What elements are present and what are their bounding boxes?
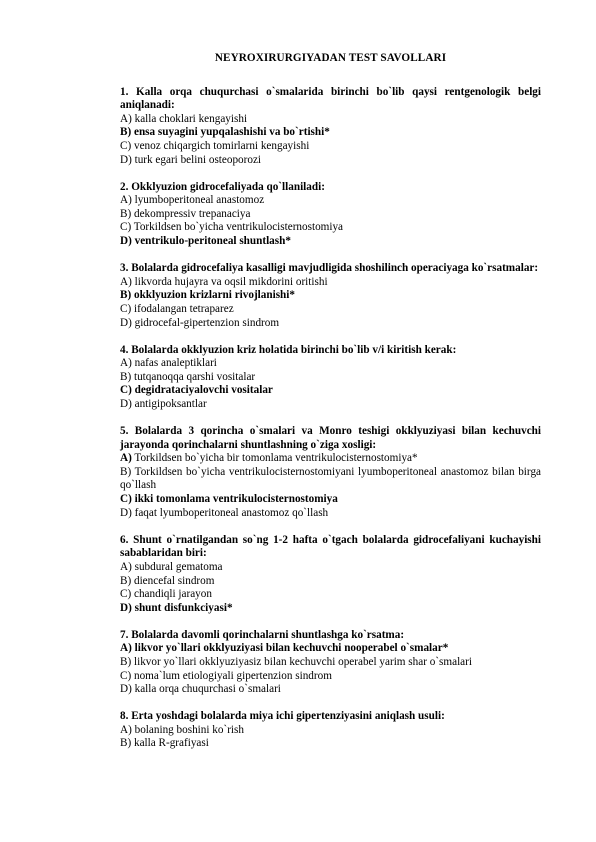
answer-option: D) turk egari belini osteoporozi [120, 153, 262, 166]
question-text: 8. Erta yoshdagi bolalarda miya ichi gipertenziyasini aniqlash usuli: [120, 710, 445, 723]
option-letter: A) [120, 452, 132, 465]
answer-option [120, 452, 541, 466]
answer-option: A) kalla choklari kengayishi [120, 112, 248, 125]
answer-option: D) antigipoksantlar [120, 397, 207, 410]
question-3 [120, 262, 541, 330]
answer-option: D) faqat lyumboperitoneal anastomoz qo`llash [120, 506, 329, 519]
answer-option-correct: D) shunt disfunkciyasi* [120, 601, 233, 614]
answer-option: D) gidrocefal-gipertenzion sindrom [120, 316, 280, 329]
question-8 [120, 710, 541, 751]
question-text: 3. Bolalarda gidrocefaliya kasalligi mavjudligida shoshilinch operaciyaga ko`rsatmalar: [120, 262, 539, 275]
document-title: NEYROXIRURGIYADAN TEST SAVOLLARI [214, 52, 447, 64]
question-text: 1. Kalla orqa chuqurchasi o`smalarida birinchi bo`lib qaysi rentgenologik belgi aniqlanadi: [120, 85, 541, 112]
answer-option: A) lyumboperitoneal anastomoz [120, 194, 265, 207]
question-6 [120, 534, 541, 616]
answer-option: B) likvor yo`llari okklyuziyasiz bilan kechuvchi operabel yarim shar o`smalari [120, 655, 472, 668]
answer-option: B) Torkildsen bo`yicha ventrikulocisternostomiyani lyumboperitoneal anastomoz bilan birga qo`llash [120, 465, 541, 492]
answer-option-correct: A) likvor yo`llari okklyuziyasi bilan kechuvchi nooperabel o`smalar* [120, 642, 449, 655]
answer-option: C) chandiqli jarayon [120, 588, 212, 601]
answer-option: C) ifodalangan tetraparez [120, 302, 234, 315]
answer-option-correct: B) ensa suyagini yupqalashishi va bo`rtishi* [120, 126, 330, 139]
question-4 [120, 344, 541, 412]
answer-option: D) kalla orqa chuqurchasi o`smalari [120, 683, 281, 696]
answer-option-correct: C) degidrataciyalovchi vositalar [120, 384, 273, 397]
question-text: 6. Shunt o`rnatilgandan so`ng 1-2 hafta o`tgach bolalarda gidrocefaliyani kuchayishi sabablaridan biri: [120, 533, 541, 560]
answer-option-correct: B) okklyuzion krizlarni rivojlanishi* [120, 289, 295, 302]
question-text: 7. Bolalarda davomli qorinchalarni shuntlashga ko`rsatma: [120, 628, 405, 641]
question-5 [120, 425, 541, 520]
answer-option: A) subdural gematoma [120, 560, 223, 573]
option-text: Torkildsen bo`yicha bir tomonlama ventrikulocisternostomiya* [131, 452, 418, 465]
answer-option: B) dekompressiv trepanaciya [120, 207, 251, 220]
answer-option: B) diencefal sindrom [120, 574, 215, 587]
answer-option-correct: D) ventrikulo-peritoneal shuntlash* [120, 235, 291, 248]
question-2 [120, 181, 541, 249]
answer-option: A) nafas analeptiklari [120, 357, 217, 370]
answer-option: C) Torkildsen bo`yicha ventrikulocisternostomiya [120, 221, 344, 234]
answer-option: C) venoz chiqargich tomirlarni kengayishi [120, 139, 310, 152]
answer-option: A) bolaning boshini ko`rish [120, 723, 244, 736]
question-text: 2. Okklyuzion gidrocefaliyada qo`llaniladi: [120, 180, 325, 193]
answer-option: B) tutqanoqqa qarshi vositalar [120, 370, 256, 383]
answer-option: B) kalla R-grafiyasi [120, 737, 209, 750]
question-text: 4. Bolalarda okklyuzion kriz holatida birinchi bo`lib v/i kiritish kerak: [120, 343, 457, 356]
answer-option: C) noma`lum etiologiyali gipertenzion sindrom [120, 669, 332, 682]
question-text: 5. Bolalarda 3 qorincha o`smalari va Monro teshigi okklyuziyasi bilan kechuvchi jarayonda qorinchalarni shuntlashning o`ziga xosligi: [120, 425, 541, 451]
question-1 [120, 86, 541, 168]
question-7 [120, 629, 541, 697]
answer-option-correct: C) ikki tomonlama ventrikulocisternostomiya [120, 493, 338, 506]
answer-option: A) likvorda hujayra va oqsil mikdorini oritishi [120, 275, 328, 288]
